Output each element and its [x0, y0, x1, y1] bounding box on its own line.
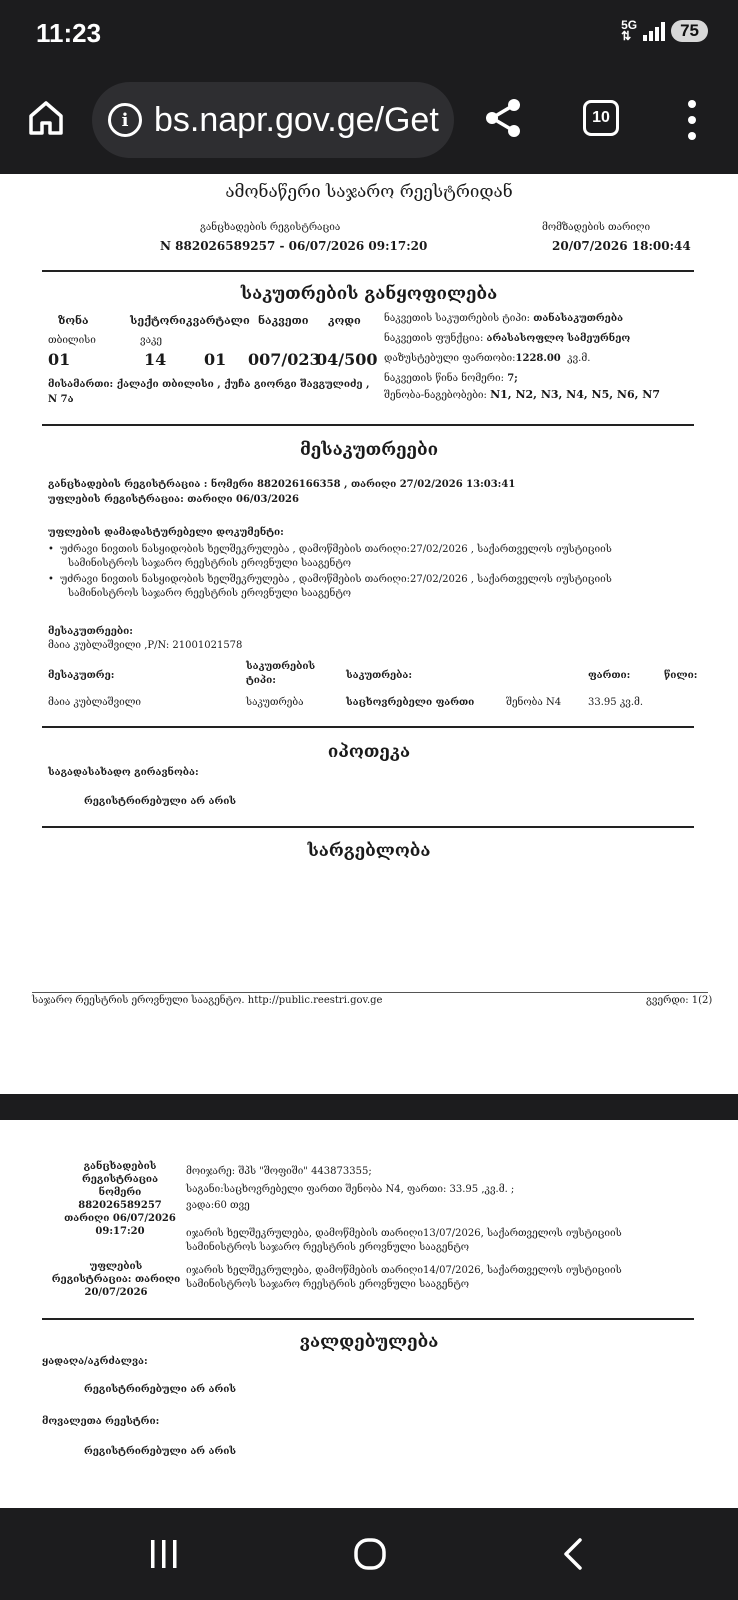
footer-rule — [32, 992, 708, 993]
document-page-2 — [0, 1120, 738, 1508]
td-building: შენობა N4 — [506, 697, 562, 708]
network-type-icon: 5G ⇅ — [621, 18, 638, 43]
sector-value: 14 — [144, 350, 167, 369]
lease-app-reg: განცხადების რეგისტრაცია ნომერი 882026589257 თარიღი 06/07/2026 09:17:20 — [64, 1161, 176, 1237]
owners-label: მესაკუთრეები: — [48, 626, 133, 637]
col-zone: ზონა — [58, 314, 89, 327]
info-icon[interactable]: i — [108, 103, 142, 137]
parcel-value: 007/023 — [248, 350, 321, 369]
col-parcel: ნაკვეთი — [258, 314, 309, 327]
back-button[interactable] — [560, 1536, 588, 1572]
td-owner: მაია კუბლაშვილი — [48, 697, 142, 708]
lease-object: საგანი:საცხოვრებელი ფართი შენობა N4, ფართი: 33.95 ,კვ.მ. ; — [186, 1184, 515, 1195]
recent-apps-icon — [148, 1536, 180, 1572]
th-own-type-1: საკუთრების — [246, 661, 316, 672]
battery-icon: 75 — [671, 20, 708, 42]
th-area: ფართი: — [588, 670, 631, 681]
section-heading-division: საკუთრების განყოფილება — [240, 284, 498, 304]
doc-item-1-line-2: სამინისტროს საჯარო რეესტრის ეროვნული სააგენტო — [68, 558, 352, 569]
doc-item-2-line-2: სამინისტროს საჯარო რეესტრის ეროვნული სააგენტო — [68, 588, 352, 599]
td-own-type: საკუთრება — [246, 697, 304, 708]
home-nav-button[interactable] — [352, 1536, 388, 1572]
lease-right-reg: უფლების რეგისტრაცია: თარიღი 20/07/2026 — [51, 1261, 181, 1298]
system-navigation-bar — [0, 1508, 738, 1600]
doc-item-2: • უძრავი ნივთის ნასყიდობის ხელშეკრულება , დამოწმების თარიღი:27/02/2026 , საქართველოს იუსტიციის — [48, 574, 612, 585]
share-button[interactable] — [482, 96, 526, 140]
section-heading-usufruct: სარგებლობა — [307, 841, 431, 861]
seizure-value: რეგისტრირებული არ არის — [84, 1384, 237, 1395]
prev-number: ნაკვეთის წინა ნომერი: 7; — [384, 373, 518, 384]
address-line-2: N 7ა — [48, 394, 74, 405]
divider — [42, 826, 694, 828]
th-own-type-2: ტიპი: — [246, 675, 276, 686]
divider — [42, 1318, 694, 1320]
status-bar — [0, 0, 738, 70]
share-icon — [482, 96, 526, 140]
section-heading-obligations: ვალდებულება — [299, 1332, 439, 1352]
quarter-value: 01 — [204, 350, 227, 369]
lease-doc-1: იჯარის ხელშეკრულება, დამოწმების თარიღი13/07/2026, საქართველოს იუსტიციის — [186, 1228, 622, 1239]
section-heading-mortgage: იპოთეკა — [327, 742, 411, 762]
recent-apps-button[interactable] — [148, 1536, 180, 1572]
doc-item-1: • უძრავი ნივთის ნასყიდობის ხელშეკრულება , დამოწმების თარიღი:27/02/2026 , საქართველოს იუსტიციის — [48, 544, 612, 555]
tab-switcher-button[interactable]: 10 — [583, 100, 619, 136]
document-title: ამონაწერი საჯარო რეესტრიდან — [225, 182, 513, 202]
tax-lien-label: საგადასახადო გირავნობა: — [48, 767, 199, 778]
section-heading-owners: მესაკუთრეები — [299, 440, 439, 460]
col-quarter: კვარტალი — [186, 314, 250, 327]
owner-right-reg: უფლების რეგისტრაცია: თარიღი 06/03/2026 — [48, 494, 299, 505]
zone-value: 01 — [48, 350, 71, 369]
ownership-type: ნაკვეთის საკუთრების ტიპი: თანასაკუთრება — [384, 313, 624, 324]
parcel-function: ნაკვეთის ფუნქცია: არასასოფლო სამეურნეო — [384, 333, 631, 344]
prep-date-label: მომზადების თარიღი — [542, 222, 651, 233]
lease-doc-2: იჯარის ხელშეკრულება, დამოწმების თარიღი14/07/2026, საქართველოს იუსტიციის — [186, 1265, 622, 1276]
browser-toolbar — [0, 70, 738, 174]
th-owner: მესაკუთრე: — [48, 670, 115, 681]
buildings: შენობა-ნაგებობები: N1, N2, N3, N4, N5, N6, N7 — [384, 388, 660, 401]
lease-doc-2-line-2: სამინისტროს საჯარო რეესტრის ეროვნული სააგენტო — [186, 1279, 470, 1290]
system-icons — [621, 20, 708, 42]
td-property: საცხოვრებელი ფართი — [346, 697, 475, 708]
page-gap — [0, 1094, 738, 1120]
col-sector: სექტორი — [130, 314, 186, 327]
divider — [42, 726, 694, 728]
tax-lien-value: რეგისტრირებული არ არის — [84, 796, 237, 807]
debtors-value: რეგისტრირებული არ არის — [84, 1446, 237, 1457]
url-text[interactable]: bs.napr.gov.ge/Get — [154, 100, 439, 139]
parcel-area: დაზუსტებული ფართობი:1228.00 კვ.მ. — [384, 353, 591, 364]
divider — [42, 424, 694, 426]
app-reg-value: N 882026589257 - 06/07/2026 09:17:20 — [160, 239, 428, 253]
code-value: 04/500 — [316, 350, 378, 369]
seizure-label: ყადაღა/აკრძალვა: — [42, 1356, 148, 1367]
more-menu-button[interactable] — [682, 100, 702, 140]
home-icon — [26, 98, 66, 138]
debtors-label: მოვალეთა რეესტრი: — [42, 1416, 160, 1427]
th-property: საკუთრება: — [346, 670, 413, 681]
owner-pn: მაია კუბლაშვილი ,P/N: 21001021578 — [48, 640, 243, 651]
home-button[interactable] — [26, 98, 66, 138]
clock: 11:23 — [36, 18, 102, 48]
app-reg-label: განცხადების რეგისტრაცია — [200, 222, 341, 233]
footer-page-number: გვერდი: 1(2) — [646, 995, 713, 1006]
th-share: წილი: — [664, 670, 698, 681]
address-line-1: მისამართი: ქალაქი თბილისი , ქუჩა გიორგი შავგულიძე , — [48, 379, 370, 390]
home-circle-icon — [352, 1536, 388, 1572]
lease-doc-1-line-2: სამინისტროს საჯარო რეესტრის ეროვნული სააგენტო — [186, 1242, 470, 1253]
divider — [42, 270, 694, 272]
lessee: მოიჯარე: შპს "შოფიში" 443873355; — [186, 1166, 372, 1177]
td-area: 33.95 კვ.მ. — [588, 697, 644, 708]
prep-date-value: 20/07/2026 18:00:44 — [552, 239, 691, 253]
docs-label: უფლების დამადასტურებელი დოკუმენტი: — [48, 527, 284, 538]
sector-name: ვაკე — [140, 335, 163, 346]
zone-name: თბილისი — [48, 335, 96, 346]
col-code: კოდი — [328, 314, 361, 327]
address-bar[interactable] — [92, 82, 454, 158]
signal-icon — [643, 21, 665, 41]
back-icon — [560, 1536, 588, 1572]
lease-term: ვადა:60 თვე — [186, 1200, 250, 1211]
footer-source: საჯარო რეესტრის ეროვნული სააგენტო. http://public.reestri.gov.ge — [32, 995, 383, 1006]
document-page-1 — [0, 174, 738, 1094]
owner-app-reg: განცხადების რეგისტრაცია : ნომერი 882026166358 , თარიღი 27/02/2026 13:03:41 — [48, 479, 516, 490]
